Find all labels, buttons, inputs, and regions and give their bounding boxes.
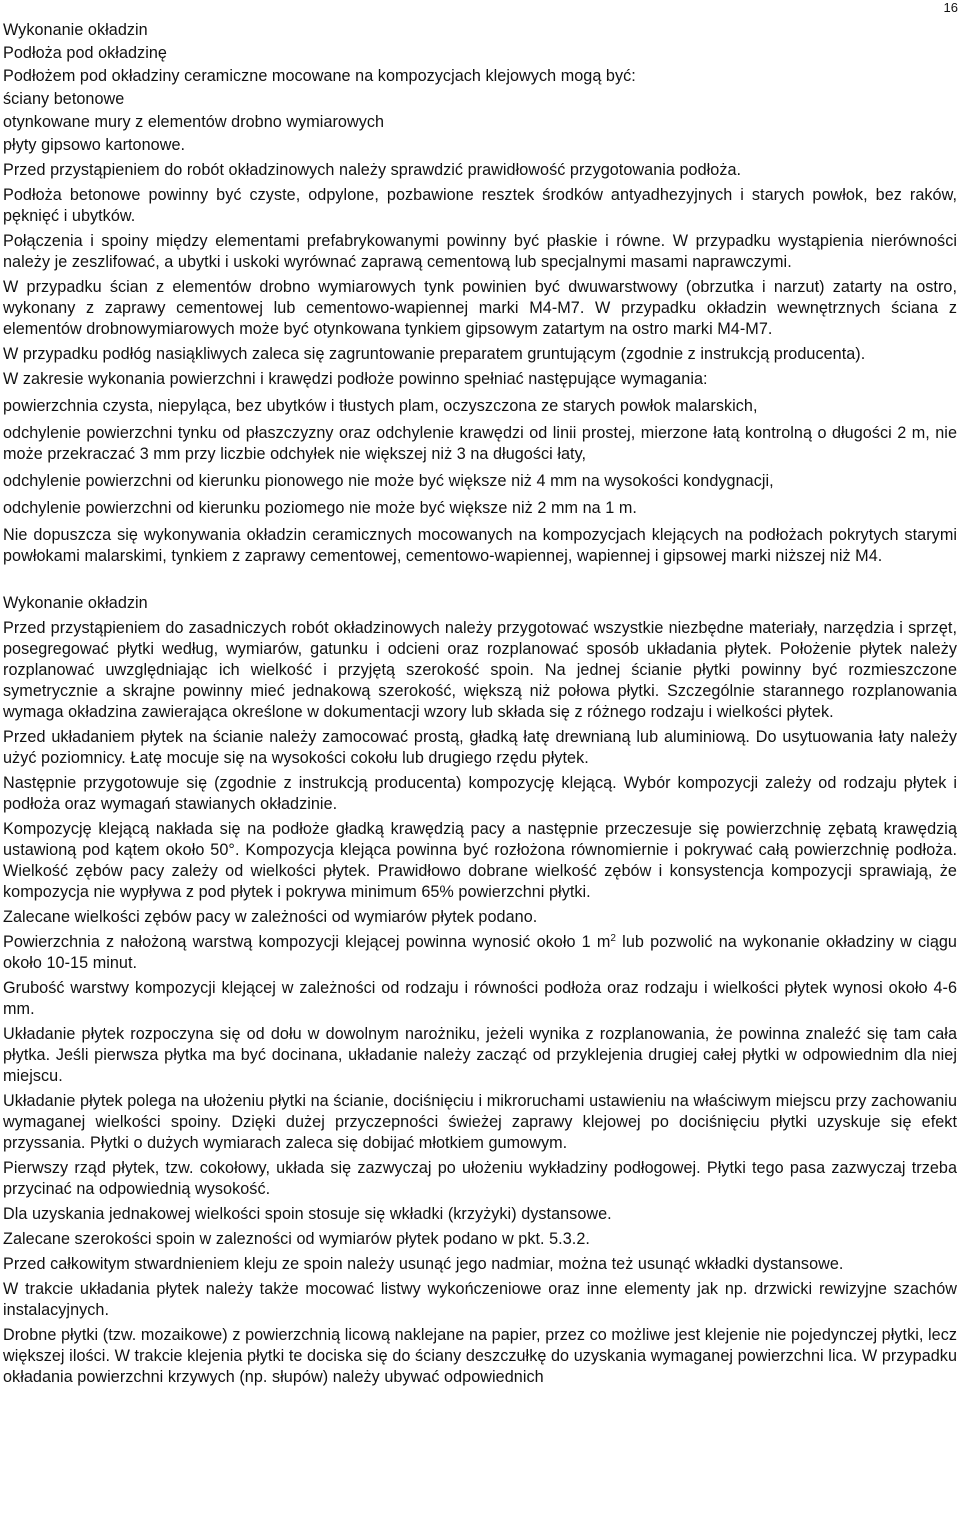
list-item: płyty gipsowo kartonowe. xyxy=(3,136,186,154)
paragraph: Przed przystąpieniem do zasadniczych robót okładzinowych należy przygotować wszystkie niezbędne materiały, narzędzia i sprzęt, posegregować płytki według, wymiarów, gatunku i odcieni oraz rozplanować sposób układania płytek. Położenie płytek należy rozplanować uwzględniając ich wielkość i przyjętą szerokość spoin. Na jednej ścianie płytki powinny być rozmieszczone symetrycznie a skrajne powinny mieć jednakową szerokość, większą niż połowa płytki. Szczególnie starannego rozplanowania wymaga okładzina zawierająca określone w dokumentacji wzory lub składa się z różnego rodzaju i wielkości płytek. xyxy=(3,619,957,721)
page-number: 16 xyxy=(943,0,958,15)
paragraph: Grubość warstwy kompozycji klejącej w zależności od rodzaju i równości podłoża oraz rodzaju i wielkości płytek wynosi około 4-6 mm. xyxy=(3,979,957,1018)
list-item: otynkowane mury z elementów drobno wymiarowych xyxy=(3,113,385,131)
paragraph: W przypadku ścian z elementów drobno wymiarowych tynk powinien być dwuwarstwowy (obrzutka i narzut) zatarty na ostro, wykonany z zaprawy cementowej lub cementowo-wapiennej marki M4-M7. W przypadku okładzin wewnętrznych ściana z elementów drobnowymiarowych może być otynkowana tynkiem gipsowym zatartym na ostro marki M4-M7. xyxy=(3,278,957,338)
paragraph: Następnie przygotowuje się (zgodnie z instrukcją producenta) kompozycję klejącą. Wybór kompozycji zależy od rodzaju płytek i podłoża oraz wymagań stawianych okładzinie. xyxy=(3,774,957,813)
section-substrates xyxy=(3,0,957,567)
superscript: 2 xyxy=(610,933,617,944)
paragraph: Przed całkowitym stwardnieniem kleju ze spoin należy usunąć jego nadmiar, można też usunąć wkładki dystansowe. xyxy=(3,1255,844,1273)
paragraph: Dla uzyskania jednakowej wielkości spoin stosuje się wkładki (krzyżyki) dystansowe. xyxy=(3,1205,612,1223)
requirement-item: powierzchnia czysta, niepyląca, bez ubytków i tłustych plam, oczyszczona ze starych powłok malarskich, xyxy=(3,397,758,415)
paragraph: Układanie płytek rozpoczyna się od dołu w dowolnym narożniku, jeżeli wynika z rozplanowania, że powinna znaleźć się tam cała płytka. Jeśli pierwsza płytka ma być docinana, układanie należy zacząć od przyklejenia drugiej całej płytki w odpowiednim dla niej miejscu. xyxy=(3,1025,957,1085)
paragraph: Połączenia i spoiny między elementami prefabrykowanymi powinny być płaskie i równe. W przypadku wystąpienia nierówności należy je zeszlifować, a ubytki i uskoki wyrównać zaprawą cementową lub specjalnymi masami naprawczymi. xyxy=(3,232,957,271)
requirement-item: odchylenie powierzchni od kierunku poziomego nie może być większe niż 2 mm na 1 m. xyxy=(3,499,637,517)
requirement-item: odchylenie powierzchni od kierunku pionowego nie może być większe niż 4 mm na wysokości kondygnacji, xyxy=(3,472,774,490)
section-heading: Wykonanie okładzin xyxy=(3,594,148,612)
heading-cladding: Wykonanie okładzin xyxy=(3,21,148,39)
paragraph: Nie dopuszcza się wykonywania okładzin ceramicznych mocowanych na kompozycjach klejących na podłożach pokrytych starymi powłokami malarskimi, tynkiem z zaprawy cementowej, cementowo-wapiennej, wapiennej i gipsowej marki niższej niż M4. xyxy=(3,526,957,565)
paragraph: Zalecane szerokości spoin w zalezności od wymiarów płytek podano w pkt. 5.3.2. xyxy=(3,1230,590,1248)
paragraph: Przed przystąpieniem do robót okładzinowych należy sprawdzić prawidłowość przygotowania podłoża. xyxy=(3,161,742,179)
paragraph: Przed układaniem płytek na ścianie należy zamocować prostą, gładką łatę drewnianą lub aluminiową. Do usytuowania łaty należy użyć poziomnicy. Łatę mocuje się na wysokości cokołu lub drugiego rzędu płytek. xyxy=(3,728,957,767)
paragraph: Zalecane wielkości zębów pacy w zależności od wymiarów płytek podano. xyxy=(3,908,538,926)
section-cladding-execution xyxy=(3,593,957,1388)
list-item: ściany betonowe xyxy=(3,90,125,108)
paragraph: Kompozycję klejącą nakłada się na podłoże gładką krawędzią pacy a następnie przeczesuje się powierzchnię zębatą krawędzią ustawioną pod kątem około 50°. Kompozycja klejąca powinna być rozłożona równomiernie i pokrywać całą powierzchnię podłoża. Wielkość zębów pacy zależy od wielkości płytek. Prawidłowo dobrane wielkość zębów i konsystencja kompozycji sprawiają, że kompozycja nie wypływa z pod płytek i pokrywa minimum 65% powierzchni płytki. xyxy=(3,820,957,901)
text-fragment: lub pozwolić na wykonanie okładziny w ciągu około 10-15 minut. xyxy=(3,933,957,972)
paragraph: Układanie płytek polega na ułożeniu płytki na ścianie, dociśnięciu i mikroruchami ustawieniu na właściwym miejscu przy zachowaniu wymaganej wielkości spoiny. Dzięki dużej przyczepności świeżej zaprawy klejowej po dociśnięciu płytki uzyskuje się efekt przyssania. Płytki o dużych wymiarach zaleca się dobijać młotkiem gumowym. xyxy=(3,1092,957,1152)
text-fragment: Powierzchnia z nałożoną warstwą kompozycji klejącej powinna wynosić około 1 m xyxy=(3,933,611,951)
paragraph: W przypadku podłóg nasiąkliwych zaleca się zagruntowanie preparatem gruntującym (zgodnie z instrukcją producenta). xyxy=(3,345,866,363)
document-body xyxy=(3,0,957,1388)
paragraph: W zakresie wykonania powierzchni i krawędzi podłoże powinno spełniać następujące wymagania: xyxy=(3,370,708,388)
requirement-item: odchylenie powierzchni tynku od płaszczyzny oraz odchylenie krawędzi od linii prostej, mierzone łatą kontrolną o długości 2 m, nie może przekraczać 3 mm przy liczbie odchyłek nie większej niż 3 na długości łaty, xyxy=(3,424,957,463)
paragraph: Podłoża betonowe powinny być czyste, odpylone, pozbawione resztek środków antyadhezyjnych i starych powłok, bez raków, pęknięć i ubytków. xyxy=(3,186,957,225)
paragraph: W trakcie układania płytek należy także mocować listwy wykończeniowe oraz inne elementy jak np. drzwicki rewizyjne szachów instalacyjnych. xyxy=(3,1280,957,1319)
subheading-substrates: Podłoża pod okładzinę xyxy=(3,44,167,62)
paragraph xyxy=(3,932,957,974)
paragraph: Podłożem pod okładziny ceramiczne mocowane na kompozycjach klejowych mogą być: xyxy=(3,67,636,85)
paragraph: Drobne płytki (tzw. mozaikowe) z powierzchnią licową naklejane na papier, przez co możliwe jest klejenie nie pojedynczej płytki, lecz większej ilości. W trakcie klejenia płytki te dociska się do ściany deszczułkę do uzyskania wymaganej powierzchni lica. W przypadku okładania powierzchni krzywych (np. słupów) należy ubywać odpowiednich xyxy=(3,1326,957,1386)
paragraph: Pierwszy rząd płytek, tzw. cokołowy, układa się zazwyczaj po ułożeniu wykładziny podłogowej. Płytki tego pasa zazwyczaj trzeba przycinać na odpowiednią wysokość. xyxy=(3,1159,957,1198)
